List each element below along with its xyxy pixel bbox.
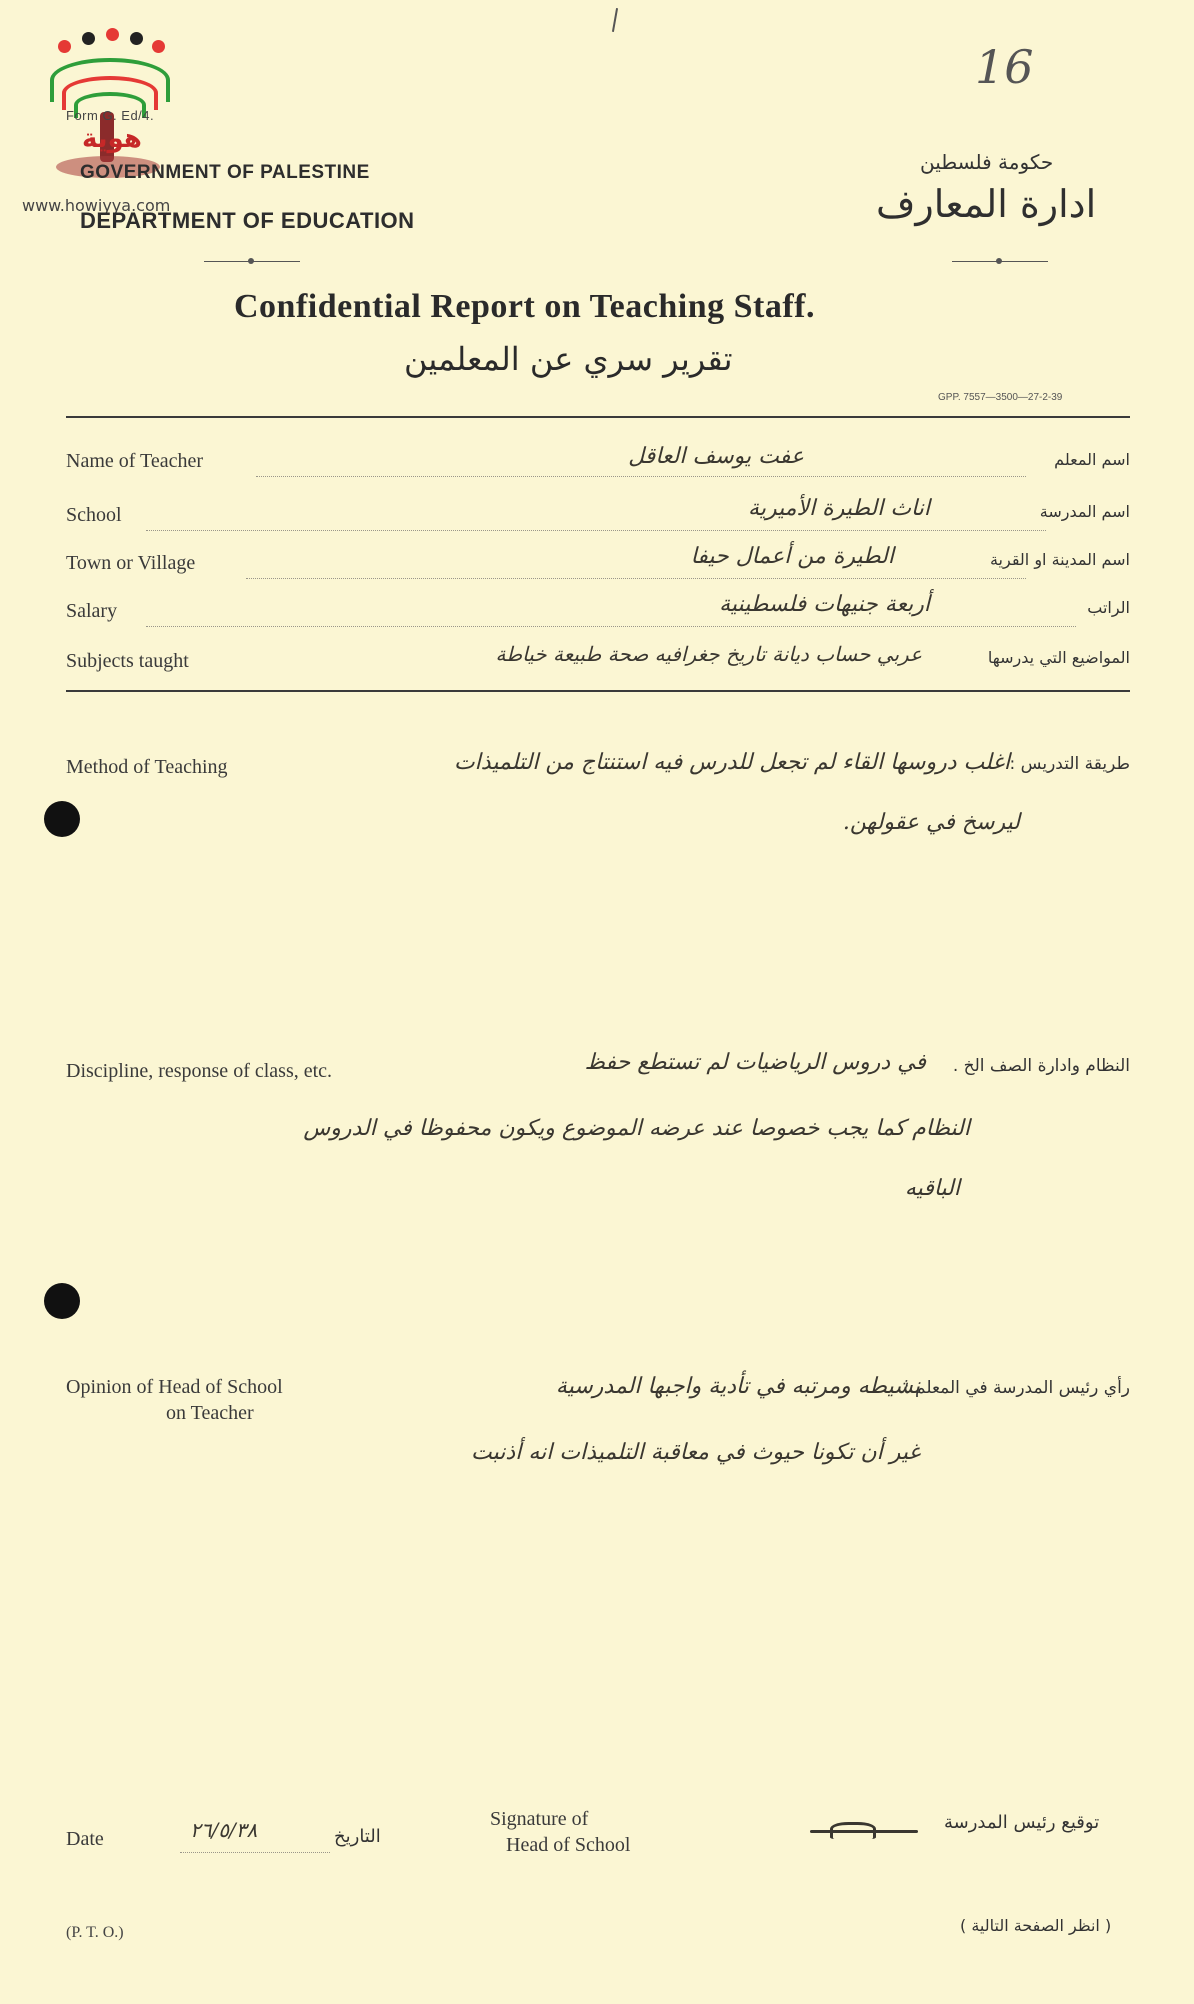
pto-ar: ( انظر الصفحة التالية ): [960, 1916, 1112, 1935]
discipline-line-3: الباقيه: [904, 1176, 960, 1201]
stray-mark: [612, 8, 618, 32]
watermark-url: www.howiyya.com: [22, 196, 171, 215]
field-row-town: [66, 544, 1130, 584]
field-value-name: عفت يوسف العاقل: [628, 444, 804, 469]
form-code: Form G. Ed/4.: [66, 108, 155, 123]
date-label: Date: [66, 1828, 104, 1850]
signature-label-line-1: Signature of: [490, 1808, 589, 1830]
field-label-name-ar: اسم المعلم: [1054, 450, 1130, 469]
section-method: [66, 750, 1130, 890]
method-label: Method of Teaching: [66, 756, 228, 778]
field-label-school: School: [66, 504, 122, 526]
title-en: Confidential Report on Teaching Staff.: [234, 288, 815, 325]
header-government-ar: حكومة فلسطين: [920, 150, 1054, 174]
signature-label-ar: توقيع رئيس المدرسة: [944, 1812, 1100, 1833]
section-opinion: [66, 1374, 1130, 1494]
field-label-subjects: Subjects taught: [66, 650, 189, 672]
page-number: 16: [975, 40, 1034, 94]
fields-bottom-rule: [66, 690, 1130, 692]
signature-mark: [810, 1820, 920, 1842]
field-label-salary: Salary: [66, 600, 118, 622]
discipline-line-2: النظام كما يجب خصوصا عند عرضه الموضوع ويكون محفوظا في الدروس: [303, 1116, 970, 1141]
field-label-school-ar: اسم المدرسة: [1039, 502, 1130, 521]
date-value: ٢٦/٥/٣٨: [190, 1818, 258, 1842]
section-discipline: [66, 1050, 1130, 1230]
watermark-logo-text: هوية: [82, 124, 142, 154]
field-value-salary: أربعة جنيهات فلسطينية: [719, 592, 930, 617]
punch-hole-1: [44, 801, 80, 837]
field-row-name: [66, 442, 1130, 482]
method-label-ar: طريقة التدريس :: [1009, 754, 1130, 774]
method-line-1: اغلب دروسها القاء لم تجعل للدرس فيه استنتاج من التلميذات: [453, 750, 1010, 775]
top-rule: [66, 416, 1130, 418]
pto-en: (P. T. O.): [66, 1924, 124, 1941]
field-label-salary-ar: الراتب: [1087, 598, 1130, 617]
header-government: GOVERNMENT OF PALESTINE: [80, 162, 370, 183]
signature-label-line-2: Head of School: [506, 1834, 631, 1856]
method-line-2: ليرسخ في عقولهن.: [842, 810, 1020, 835]
field-label-town-ar: اسم المدينة او القرية: [989, 550, 1130, 569]
field-row-salary: [66, 592, 1130, 632]
field-row-subjects: [66, 640, 1130, 684]
discipline-line-1: في دروس الرياضيات لم تستطع حفظ: [584, 1050, 926, 1075]
header-department: DEPARTMENT OF EDUCATION: [80, 208, 415, 233]
print-code: GPP. 7557—3500—27-2-39: [938, 392, 1063, 403]
discipline-label: Discipline, response of class, etc.: [66, 1060, 333, 1082]
field-row-school: [66, 496, 1130, 536]
field-value-town: الطيرة من أعمال حيفا: [690, 544, 894, 569]
field-value-school: اناث الطيرة الأميرية: [748, 496, 930, 521]
title-ar: تقرير سري عن المعلمين: [404, 340, 733, 378]
opinion-line-1: نشيطه ومرتبه في تأدية واجبها المدرسية: [555, 1374, 920, 1399]
opinion-label-line-1: Opinion of Head of School: [66, 1376, 283, 1398]
opinion-label-line-2: on Teacher: [166, 1402, 254, 1424]
opinion-label-ar: رأي رئيس المدرسة في المعلم :: [903, 1378, 1130, 1398]
field-label-subjects-ar: المواضيع التي يدرسها: [987, 648, 1130, 667]
opinion-line-2: غير أن تكونا حيوث في معاقبة التلميذات انه أذنبت: [471, 1440, 920, 1465]
date-label-ar: التاريخ: [334, 1826, 381, 1847]
punch-hole-2: [44, 1283, 80, 1319]
field-label-town: Town or Village: [66, 552, 196, 574]
header-department-ar: ادارة المعارف: [876, 182, 1097, 226]
field-label-name: Name of Teacher: [66, 450, 204, 472]
field-value-subjects: عربي حساب ديانة تاريخ جغرافيه صحة طبيعة خياطة: [495, 642, 922, 666]
discipline-label-ar: النظام وادارة الصف الخ .: [952, 1056, 1130, 1076]
